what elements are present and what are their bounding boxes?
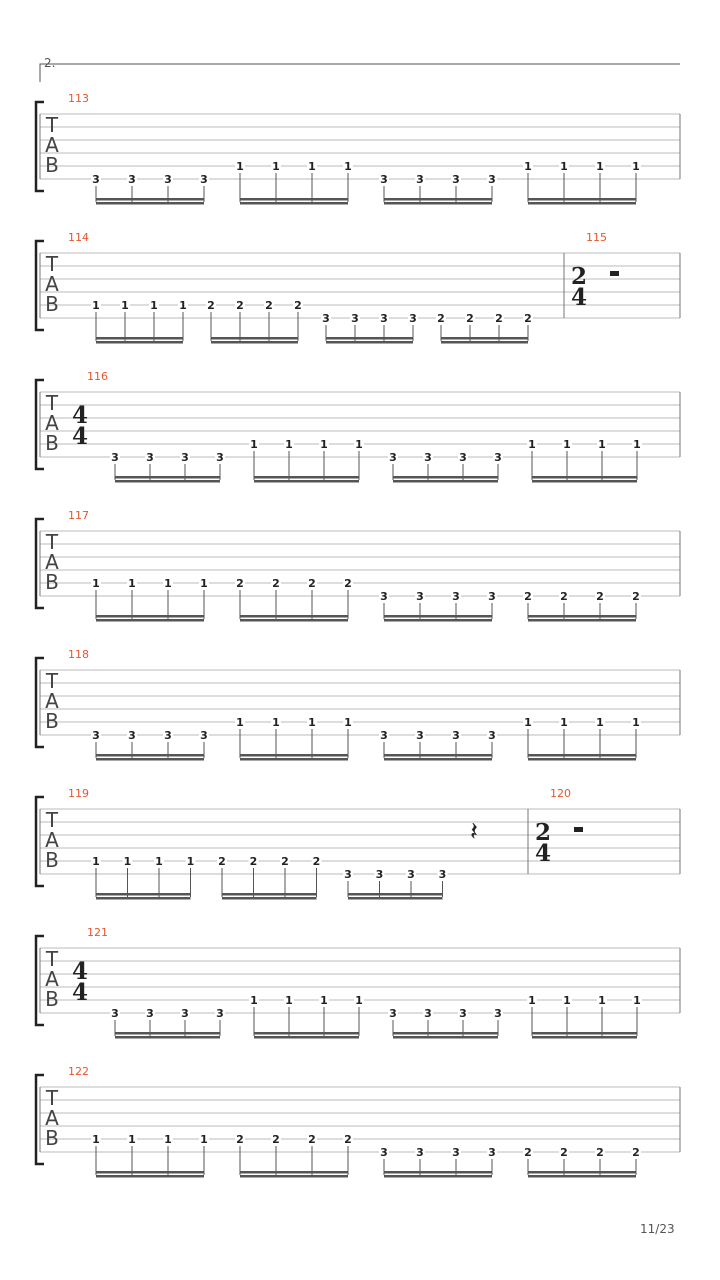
fret-number: 2 bbox=[281, 855, 289, 868]
fret-number: 2 bbox=[207, 299, 215, 312]
beam bbox=[528, 198, 636, 201]
fret-number: 3 bbox=[322, 312, 330, 325]
fret-number: 1 bbox=[164, 577, 172, 590]
fret-number: 3 bbox=[351, 312, 359, 325]
fret-number: 2 bbox=[344, 1133, 352, 1146]
fret-number: 1 bbox=[598, 438, 606, 451]
beam bbox=[96, 1175, 204, 1178]
beam bbox=[96, 619, 204, 622]
beam bbox=[96, 615, 204, 618]
fret-number: 1 bbox=[524, 160, 532, 173]
beam bbox=[240, 1175, 348, 1178]
tab-clef-letter: B bbox=[45, 1126, 59, 1150]
time-signature-digit: 4 bbox=[71, 958, 89, 985]
beam bbox=[96, 897, 191, 900]
fret-number: 3 bbox=[494, 451, 502, 464]
fret-number: 3 bbox=[494, 1007, 502, 1020]
tab-clef-letter: A bbox=[45, 828, 59, 852]
beam bbox=[326, 337, 413, 340]
fret-number: 1 bbox=[524, 716, 532, 729]
fret-number: 1 bbox=[598, 994, 606, 1007]
fret-number: 1 bbox=[528, 438, 536, 451]
tab-clef-letter: T bbox=[45, 669, 59, 693]
fret-number: 1 bbox=[236, 160, 244, 173]
beam bbox=[240, 758, 348, 761]
tab-clef-letter: B bbox=[45, 987, 59, 1011]
fret-number: 2 bbox=[249, 855, 258, 868]
fret-number: 2 bbox=[308, 1133, 316, 1146]
time-signature-digit: 4 bbox=[71, 979, 89, 1006]
fret-number: 3 bbox=[380, 173, 388, 186]
beam bbox=[254, 1032, 359, 1035]
fret-number: 2 bbox=[495, 312, 503, 325]
fret-number: 3 bbox=[416, 729, 424, 742]
beam bbox=[96, 754, 204, 757]
fret-number: 2 bbox=[218, 855, 226, 868]
fret-number: 3 bbox=[164, 173, 172, 186]
tab-clef-letter: A bbox=[45, 133, 59, 157]
fret-number: 3 bbox=[146, 1007, 154, 1020]
beam bbox=[240, 754, 348, 757]
fret-number: 1 bbox=[123, 855, 132, 868]
fret-number: 3 bbox=[389, 1007, 397, 1020]
beam bbox=[96, 341, 183, 344]
fret-number: 1 bbox=[320, 438, 328, 451]
beam bbox=[384, 1171, 492, 1174]
fret-number: 3 bbox=[128, 173, 136, 186]
fret-number: 1 bbox=[344, 716, 352, 729]
fret-number: 1 bbox=[128, 577, 136, 590]
beam bbox=[532, 1036, 637, 1039]
fret-number: 3 bbox=[380, 729, 388, 742]
fret-number: 1 bbox=[92, 577, 100, 590]
beam bbox=[96, 893, 191, 896]
fret-number: 1 bbox=[560, 160, 568, 173]
measure-number: 120 bbox=[550, 787, 571, 800]
fret-number: 3 bbox=[407, 868, 415, 881]
fret-number: 3 bbox=[416, 173, 424, 186]
time-signature-digit: 4 bbox=[534, 840, 552, 867]
fret-number: 1 bbox=[155, 855, 163, 868]
fret-number: 1 bbox=[164, 1133, 172, 1146]
fret-number: 2 bbox=[524, 1146, 532, 1159]
fret-number: 3 bbox=[216, 451, 224, 464]
fret-number: 3 bbox=[380, 590, 388, 603]
fret-number: 1 bbox=[308, 716, 316, 729]
fret-number: 1 bbox=[355, 994, 363, 1007]
beam bbox=[348, 893, 443, 896]
fret-number: 2 bbox=[437, 312, 445, 325]
measure-number: 119 bbox=[68, 787, 89, 800]
beam bbox=[528, 754, 636, 757]
tab-clef-letter: T bbox=[45, 947, 59, 971]
fret-number: 2 bbox=[236, 577, 244, 590]
fret-number: 3 bbox=[452, 729, 460, 742]
fret-number: 3 bbox=[452, 1146, 460, 1159]
beam bbox=[528, 1171, 636, 1174]
fret-number: 3 bbox=[146, 451, 154, 464]
time-signature-digit: 4 bbox=[71, 423, 89, 450]
half-rest bbox=[610, 271, 619, 276]
tab-clef-letter: T bbox=[45, 808, 59, 832]
measure-number: 113 bbox=[68, 92, 89, 105]
tab-clef-letter: B bbox=[45, 848, 59, 872]
fret-number: 2 bbox=[524, 312, 532, 325]
time-signature-digit: 2 bbox=[570, 263, 588, 290]
beam bbox=[393, 1036, 498, 1039]
beam bbox=[384, 1175, 492, 1178]
tab-clef-letter: A bbox=[45, 689, 59, 713]
fret-number: 1 bbox=[272, 160, 280, 173]
fret-number: 2 bbox=[596, 1146, 604, 1159]
fret-number: 1 bbox=[128, 1133, 136, 1146]
beam bbox=[240, 202, 348, 205]
beam bbox=[348, 897, 443, 900]
fret-number: 1 bbox=[320, 994, 328, 1007]
tab-clef-letter: B bbox=[45, 709, 59, 733]
fret-number: 1 bbox=[200, 577, 208, 590]
beam bbox=[115, 1032, 220, 1035]
measure-number: 114 bbox=[68, 231, 89, 244]
fret-number: 3 bbox=[92, 729, 100, 742]
fret-number: 2 bbox=[272, 1133, 280, 1146]
tab-clef-letter: A bbox=[45, 967, 59, 991]
beam bbox=[96, 337, 183, 340]
tab-system bbox=[36, 509, 680, 622]
fret-number: 1 bbox=[186, 855, 195, 868]
tab-system bbox=[36, 231, 680, 344]
fret-number: 3 bbox=[164, 729, 172, 742]
beam bbox=[532, 476, 637, 479]
beam bbox=[393, 476, 498, 479]
fret-number: 1 bbox=[528, 994, 536, 1007]
fret-number: 1 bbox=[596, 716, 604, 729]
fret-number: 3 bbox=[111, 1007, 119, 1020]
fret-number: 1 bbox=[285, 994, 293, 1007]
measure-number: 122 bbox=[68, 1065, 89, 1078]
fret-number: 2 bbox=[632, 1146, 640, 1159]
fret-number: 3 bbox=[181, 1007, 189, 1020]
fret-number: 2 bbox=[265, 299, 273, 312]
beam bbox=[211, 337, 298, 340]
fret-number: 3 bbox=[200, 173, 208, 186]
fret-number: 1 bbox=[92, 855, 100, 868]
measure-number: 121 bbox=[87, 926, 108, 939]
volta-bracket bbox=[40, 64, 680, 82]
fret-number: 3 bbox=[409, 312, 417, 325]
tab-clef-letter: B bbox=[45, 570, 59, 594]
tab-clef-letter: B bbox=[45, 292, 59, 316]
beam bbox=[222, 897, 317, 900]
time-signature-digit: 2 bbox=[534, 819, 552, 846]
tab-system bbox=[36, 92, 680, 205]
fret-number: 1 bbox=[150, 299, 158, 312]
fret-number: 3 bbox=[424, 1007, 432, 1020]
tab-clef-letter: T bbox=[45, 1086, 59, 1110]
beam bbox=[528, 1175, 636, 1178]
fret-number: 1 bbox=[344, 160, 352, 173]
fret-number: 1 bbox=[596, 160, 604, 173]
beam bbox=[384, 202, 492, 205]
tab-system bbox=[36, 926, 680, 1039]
beam bbox=[96, 1171, 204, 1174]
beam bbox=[393, 1032, 498, 1035]
fret-number: 1 bbox=[92, 299, 100, 312]
fret-number: 2 bbox=[524, 590, 532, 603]
fret-number: 2 bbox=[236, 1133, 244, 1146]
beam bbox=[254, 1036, 359, 1039]
tab-clef-letter: T bbox=[45, 252, 59, 276]
tab-system bbox=[36, 787, 680, 900]
fret-number: 3 bbox=[344, 868, 352, 881]
fret-number: 2 bbox=[560, 590, 568, 603]
tab-system bbox=[36, 1065, 680, 1178]
fret-number: 2 bbox=[312, 855, 321, 868]
fret-number: 3 bbox=[459, 451, 467, 464]
fret-number: 3 bbox=[452, 590, 460, 603]
fret-number: 1 bbox=[272, 716, 280, 729]
fret-number: 1 bbox=[560, 716, 568, 729]
time-signature-digit: 4 bbox=[71, 402, 89, 429]
tab-clef-letter: T bbox=[45, 113, 59, 137]
fret-number: 3 bbox=[375, 868, 384, 881]
fret-number: 2 bbox=[308, 577, 316, 590]
fret-number: 1 bbox=[250, 438, 258, 451]
beam bbox=[393, 480, 498, 483]
fret-number: 2 bbox=[236, 299, 244, 312]
beam bbox=[240, 619, 348, 622]
fret-number: 3 bbox=[459, 1007, 467, 1020]
beam bbox=[96, 198, 204, 201]
time-signature-digit: 4 bbox=[570, 284, 588, 311]
fret-number: 2 bbox=[294, 299, 302, 312]
beam bbox=[96, 758, 204, 761]
fret-number: 1 bbox=[632, 160, 640, 173]
fret-number: 3 bbox=[416, 590, 424, 603]
fret-number: 1 bbox=[285, 438, 293, 451]
beam bbox=[211, 341, 298, 344]
tab-clef-letter: T bbox=[45, 391, 59, 415]
fret-number: 3 bbox=[216, 1007, 224, 1020]
fret-number: 1 bbox=[633, 438, 641, 451]
fret-number: 3 bbox=[452, 173, 460, 186]
beam bbox=[528, 619, 636, 622]
fret-number: 1 bbox=[250, 994, 258, 1007]
fret-number: 3 bbox=[181, 451, 189, 464]
tab-clef-letter: B bbox=[45, 153, 59, 177]
beam bbox=[384, 754, 492, 757]
beam bbox=[254, 480, 359, 483]
beam bbox=[222, 893, 317, 896]
tab-system bbox=[36, 370, 680, 483]
beam bbox=[240, 198, 348, 201]
fret-number: 1 bbox=[632, 716, 640, 729]
tab-clef-letter: A bbox=[45, 272, 59, 296]
fret-number: 1 bbox=[92, 1133, 100, 1146]
beam bbox=[441, 341, 528, 344]
measure-number: 115 bbox=[586, 231, 607, 244]
fret-number: 1 bbox=[633, 994, 641, 1007]
fret-number: 2 bbox=[560, 1146, 568, 1159]
beam bbox=[528, 202, 636, 205]
beam bbox=[115, 476, 220, 479]
fret-number: 3 bbox=[128, 729, 136, 742]
fret-number: 1 bbox=[308, 160, 316, 173]
measure-number: 117 bbox=[68, 509, 89, 522]
fret-number: 3 bbox=[111, 451, 119, 464]
half-rest bbox=[574, 827, 583, 832]
fret-number: 3 bbox=[424, 451, 432, 464]
fret-number: 3 bbox=[488, 590, 496, 603]
beam bbox=[384, 615, 492, 618]
measure-number: 116 bbox=[87, 370, 108, 383]
tab-system bbox=[36, 648, 680, 761]
beam bbox=[532, 1032, 637, 1035]
tab-clef-letter: B bbox=[45, 431, 59, 455]
beam bbox=[384, 198, 492, 201]
beam bbox=[96, 202, 204, 205]
beam bbox=[254, 476, 359, 479]
beam bbox=[240, 1171, 348, 1174]
beam bbox=[528, 758, 636, 761]
fret-number: 3 bbox=[488, 729, 496, 742]
fret-number: 3 bbox=[380, 312, 388, 325]
beam bbox=[115, 480, 220, 483]
fret-number: 3 bbox=[389, 451, 397, 464]
fret-number: 2 bbox=[272, 577, 280, 590]
page-number: 11/23 bbox=[640, 1222, 675, 1236]
measure-number: 118 bbox=[68, 648, 89, 661]
fret-number: 1 bbox=[355, 438, 363, 451]
beam bbox=[441, 337, 528, 340]
fret-number: 1 bbox=[179, 299, 187, 312]
fret-number: 1 bbox=[236, 716, 244, 729]
beam bbox=[326, 341, 413, 344]
fret-number: 2 bbox=[466, 312, 474, 325]
fret-number: 3 bbox=[438, 868, 447, 881]
fret-number: 3 bbox=[380, 1146, 388, 1159]
tab-clef-letter: A bbox=[45, 550, 59, 574]
tab-clef-letter: T bbox=[45, 530, 59, 554]
fret-number: 1 bbox=[200, 1133, 208, 1146]
fret-number: 1 bbox=[563, 994, 571, 1007]
tab-clef-letter: A bbox=[45, 1106, 59, 1130]
fret-number: 3 bbox=[488, 173, 496, 186]
beam bbox=[384, 619, 492, 622]
quarter-rest: 𝄽 bbox=[470, 817, 478, 847]
fret-number: 1 bbox=[563, 438, 571, 451]
fret-number: 1 bbox=[121, 299, 129, 312]
beam bbox=[240, 615, 348, 618]
tab-clef-letter: A bbox=[45, 411, 59, 435]
beam bbox=[532, 480, 637, 483]
fret-number: 3 bbox=[416, 1146, 424, 1159]
beam bbox=[384, 758, 492, 761]
beam bbox=[115, 1036, 220, 1039]
fret-number: 2 bbox=[632, 590, 640, 603]
fret-number: 3 bbox=[200, 729, 208, 742]
fret-number: 3 bbox=[488, 1146, 496, 1159]
fret-number: 2 bbox=[344, 577, 352, 590]
fret-number: 2 bbox=[596, 590, 604, 603]
beam bbox=[528, 615, 636, 618]
volta-label: 2. bbox=[44, 56, 56, 70]
fret-number: 3 bbox=[92, 173, 100, 186]
